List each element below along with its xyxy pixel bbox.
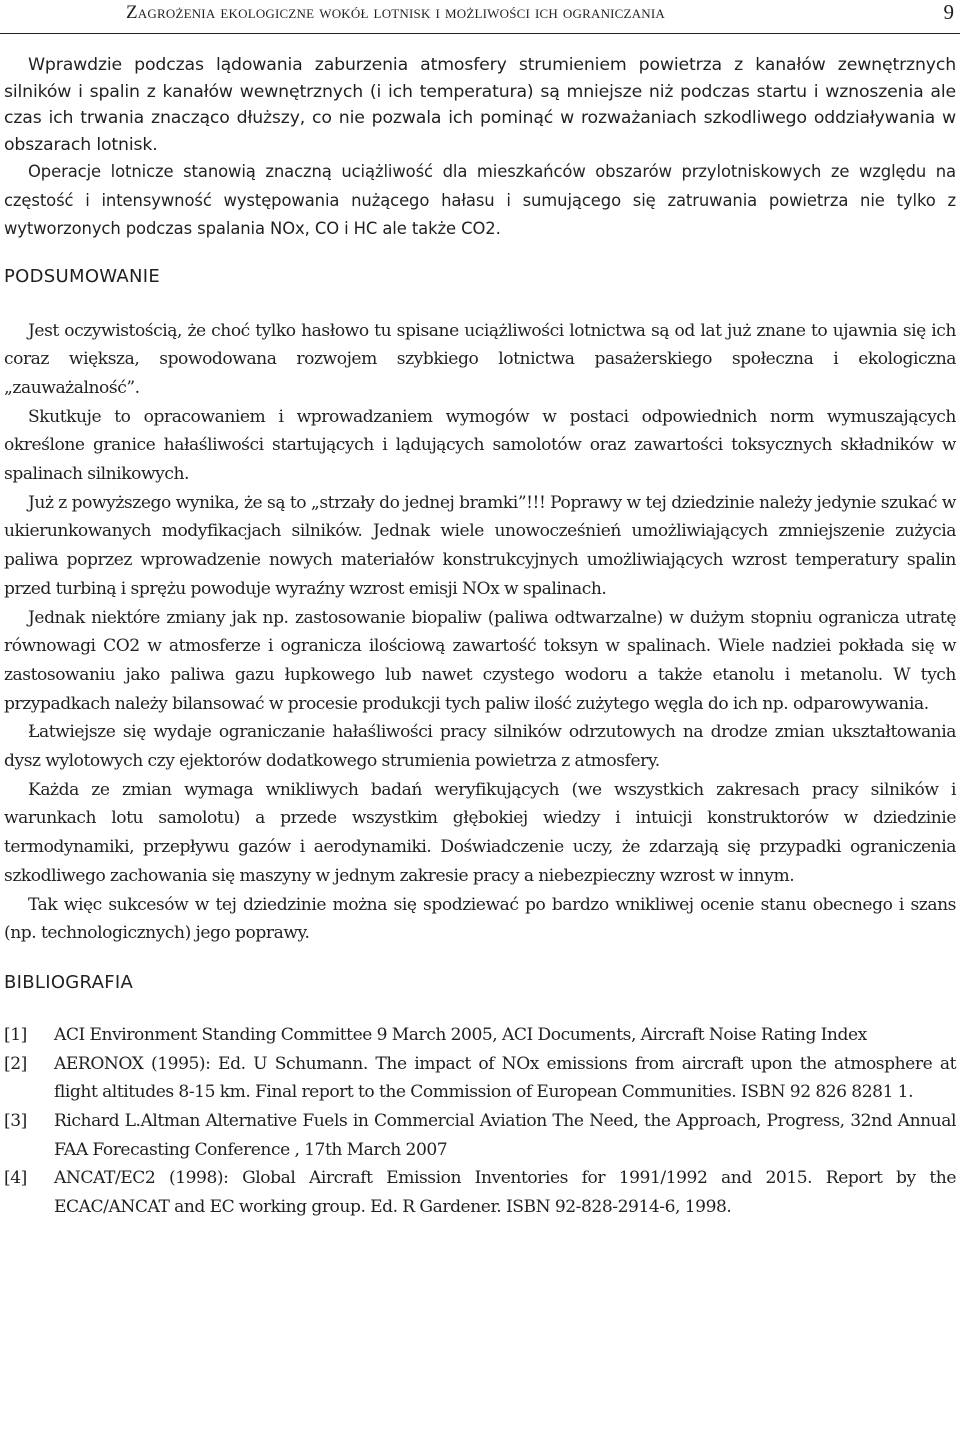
bibliography-entry-number: [2] — [4, 1053, 27, 1074]
intro-paragraph-1: Wprawdzie podczas lądowania zaburzenia atmosfery strumieniem powietrza z kanałów zewnętrznych silników i spalin z kanałów wewnętrznych (i ich temperatura) są mniejsze niż podczas startu i wznoszenia ale czas ich trwania znacząco dłuższy, co nie pozwala ich pominąć w rozważaniach szkodliwego oddziaływania w obszarach lotnisk. — [4, 55, 956, 155]
section-heading-summary: PODSUMOWANIE — [4, 265, 161, 287]
summary-paragraph-3: Już z powyższego wynika, że są to „strzały do jednej bramki”!!! Poprawy w tej dziedzinie należy jedynie szukać w ukierunkowanych modyfikacjach silników. Jednak wiele unowocześnień umożliwiających zmniejszenie zużycia paliwa poprzez wprowadzenie nowych materiałów konstrukcyjnych umożliwiających wzrost temperatury spalin przed turbiną i sprężu powoduje wyraźny wzrost emisji NOx w spalinach. — [4, 492, 956, 599]
bibliography-entry — [4, 1050, 956, 1107]
bibliography-entry — [4, 1021, 956, 1050]
page-number: 9 — [943, 0, 954, 24]
bibliography-entry-text: ACI Environment Standing Committee 9 March 2005, ACI Documents, Aircraft Noise Rating Index — [54, 1024, 867, 1045]
bibliography-entry-text: ANCAT/EC2 (1998): Global Aircraft Emission Inventories for 1991/1992 and 2015. Report by the ECAC/ANCAT and EC working group. Ed. R Gardener. ISBN 92-828-2914-6, 1998. — [54, 1168, 956, 1218]
summary-paragraph-7: Tak więc sukcesów w tej dziedzinie można się spodziewać po bardzo wnikliwej ocenie stanu obecnego i szans (np. technologicznych) jego poprawy. — [4, 894, 956, 944]
summary-paragraph-1: Jest oczywistością, że choć tylko hasłowo tu spisane uciążliwości lotnictwa są od lat już znane to ujawnia się ich coraz większa, spowodowana rozwojem szybkiego lotnictwa pasażerskiego społeczna i ekologiczna „zauważalność”. — [4, 320, 956, 398]
summary-paragraph-4: Jednak niektóre zmiany jak np. zastosowanie biopaliw (paliwa odtwarzalne) w dużym stopniu ogranicza utratę równowagi CO2 w atmosferze i ogranicza ilościową zawartość toksyn w spalinach. Wiele nadziei pokłada się w zastosowaniu jako paliwa gazu łupkowego lub nawet czystego wodoru a także etanolu i metanolu. W tych przypadkach należy bilansować w procesie produkcji tych paliw ilość zużytego węgla do ich np. odparowywania. — [4, 607, 956, 714]
running-header-title: Zagrożenia ekologiczne wokół lotnisk i możliwości ich ograniczania — [126, 2, 665, 23]
running-header — [0, 0, 960, 40]
bibliography-entry-number: [3] — [4, 1111, 27, 1132]
bibliography-entry — [4, 1164, 956, 1221]
summary-paragraph-6: Każda ze zmian wymaga wnikliwych badań weryfikujących (we wszystkich zakresach pracy silników i warunkach lotu samolotu) a przede wszystkim głębokiej wiedzy i intuicji konstruktorów w dziedzinie termodynamiki, przepływu gazów i aerodynamiki. Doświadczenie uczy, że zdarzają się przypadki ograniczenia szkodliwego zachowania się maszyny w jednym zakresie pracy a niebezpieczny wzrost w innym. — [4, 779, 956, 886]
bibliography-entry-number: [1] — [4, 1024, 27, 1045]
bibliography-entry-number: [4] — [4, 1168, 27, 1189]
bibliography-entry-text: AERONOX (1995): Ed. U Schumann. The impact of NOx emissions from aircraft upon the atmosphere at flight altitudes 8-15 km. Final report to the Commission of European Communities. ISBN 92 826 8281 1. — [54, 1053, 956, 1103]
bibliography-entry — [4, 1107, 956, 1164]
section-heading-bibliography: BIBLIOGRAFIA — [4, 971, 134, 993]
intro-paragraph-2: Operacje lotnicze stanowią znaczną uciążliwość dla mieszkańców obszarów przylotniskowych ze względu na częstość i intensywność występowania nużącego hałasu i sumującego się zatruwania powietrza nie tylko z wytworzonych podczas spalania NOx, CO i HC ale także CO2. — [4, 162, 956, 238]
bibliography-list — [4, 1021, 956, 1222]
summary-paragraph-2: Skutkuje to opracowaniem i wprowadzaniem wymogów w postaci odpowiednich norm wymuszających określone granice hałaśliwości startujących i lądujących samolotów oraz zawartości toksycznych składników w spalinach silnikowych. — [4, 406, 956, 485]
summary-paragraph-5: Łatwiejsze się wydaje ograniczanie hałaśliwości pracy silników odrzutowych na drodze zmian ukształtowania dysz wylotowych czy ejektorów dodatkowego strumienia powietrza z atmosfery. — [4, 722, 956, 772]
header-rule — [0, 33, 960, 34]
bibliography-entry-text: Richard L.Altman Alternative Fuels in Commercial Aviation The Need, the Approach, Progress, 32nd Annual FAA Forecasting Conference , 17th March 2007 — [54, 1111, 956, 1160]
page-body — [4, 52, 956, 1222]
